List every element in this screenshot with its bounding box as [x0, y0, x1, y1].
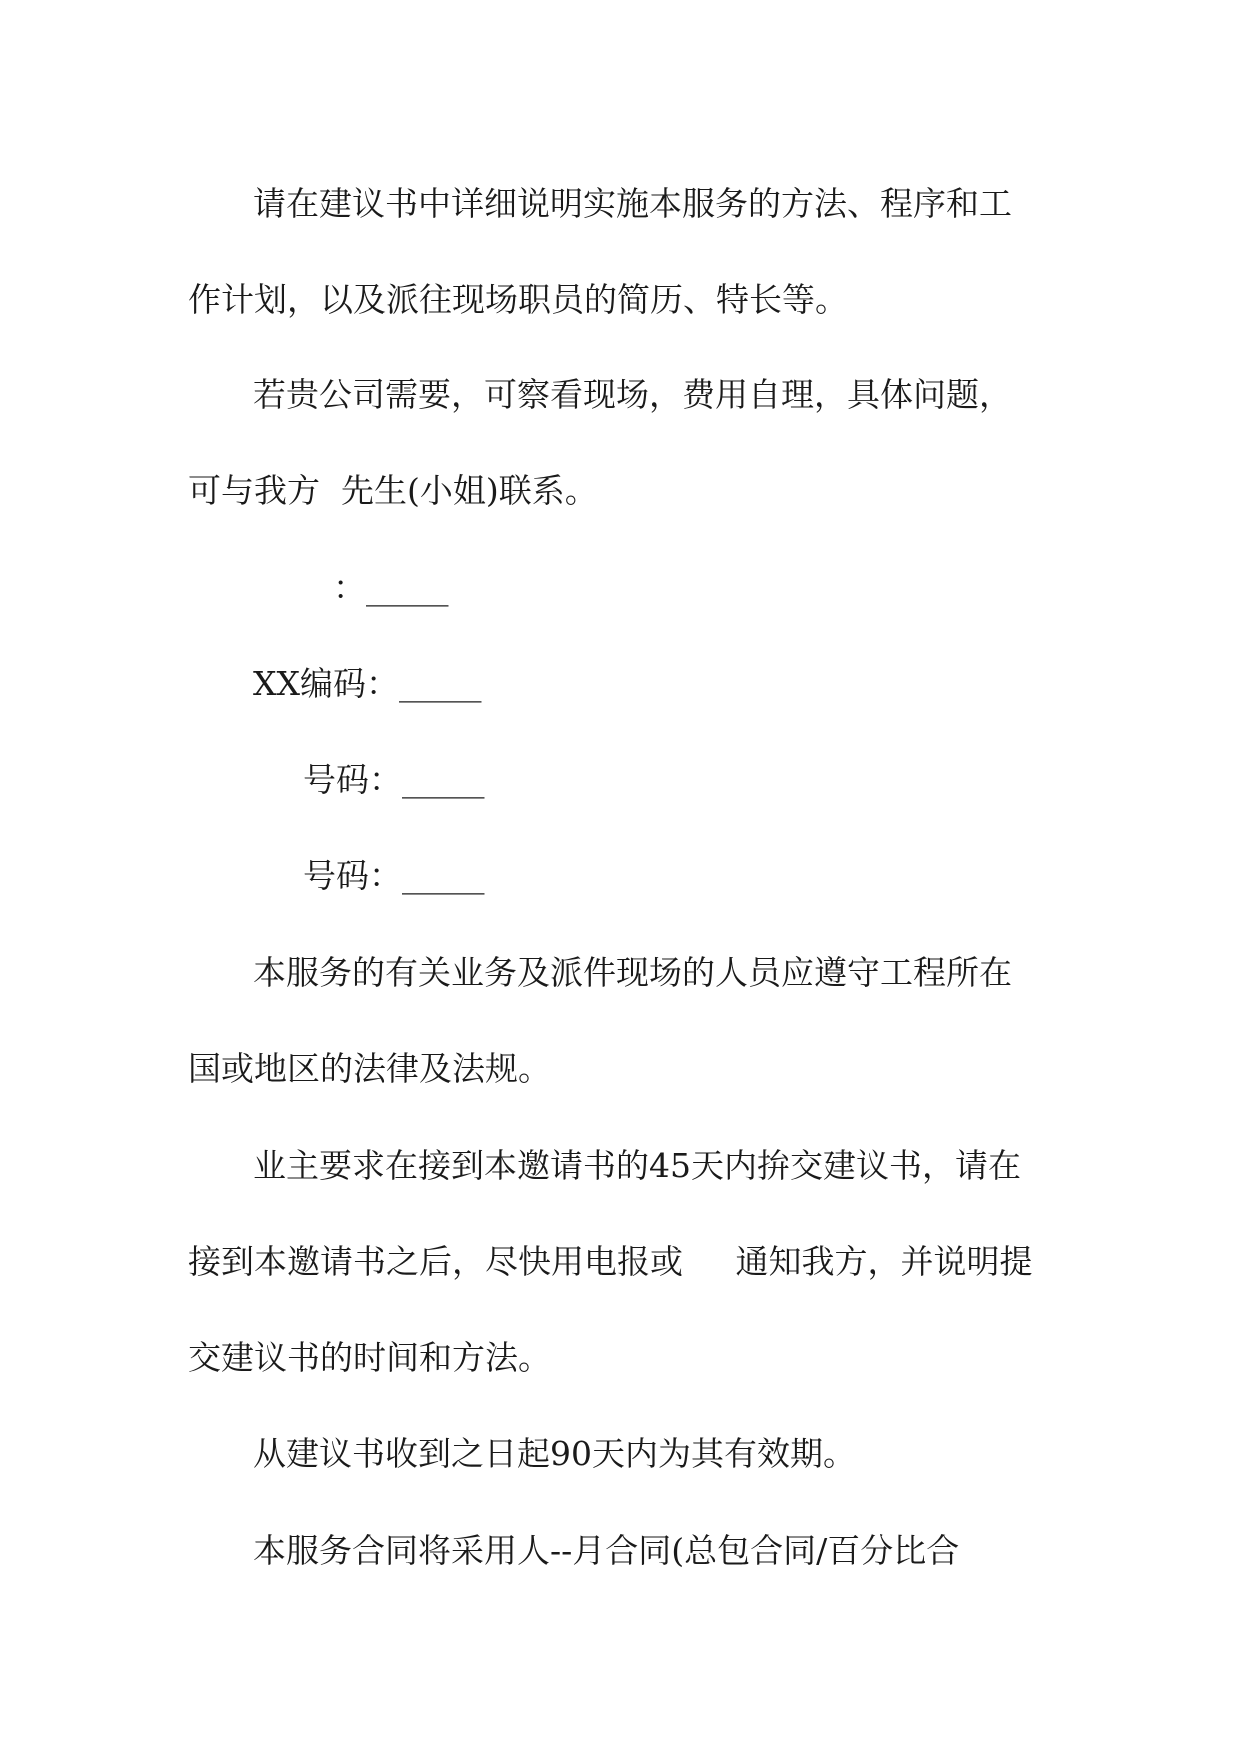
paragraph-2-line-1: 若贵公司需要，可察看现场，费用自理，具体问题，: [253, 375, 1012, 414]
paragraph-2-line-2: 可与我方 先生(小姐)联系。: [188, 471, 598, 510]
paragraph-1-line-2: 作计划，以及派往现场职员的简历、特长等。: [188, 280, 848, 319]
number-field-line-2: 号码：_____: [303, 856, 485, 895]
blank-field-line: ：_____: [333, 568, 449, 607]
paragraph-4-line-1: 业主要求在接到本邀请书的45天内拚交建议书，请在: [253, 1146, 1021, 1185]
number-field-line-1: 号码：_____: [303, 760, 485, 799]
paragraph-3-line-1: 本服务的有关业务及派件现场的人员应遵守工程所在: [253, 953, 1012, 992]
paragraph-4-line-2: 接到本邀请书之后，尽快用电报或 通知我方，并说明提: [188, 1242, 1033, 1281]
paragraph-1-line-1: 请在建议书中详细说明实施本服务的方法、程序和工: [253, 184, 1012, 223]
code-field-line: XX编码：_____: [253, 664, 482, 703]
paragraph-3-line-2: 国或地区的法律及法规。: [188, 1049, 551, 1088]
paragraph-4-line-3: 交建议书的时间和方法。: [188, 1338, 551, 1377]
paragraph-5-line-1: 从建议书收到之日起90天内为其有效期。: [253, 1434, 856, 1473]
paragraph-6-line-1: 本服务合同将采用人--月合同(总包合同/百分比合: [253, 1531, 960, 1570]
